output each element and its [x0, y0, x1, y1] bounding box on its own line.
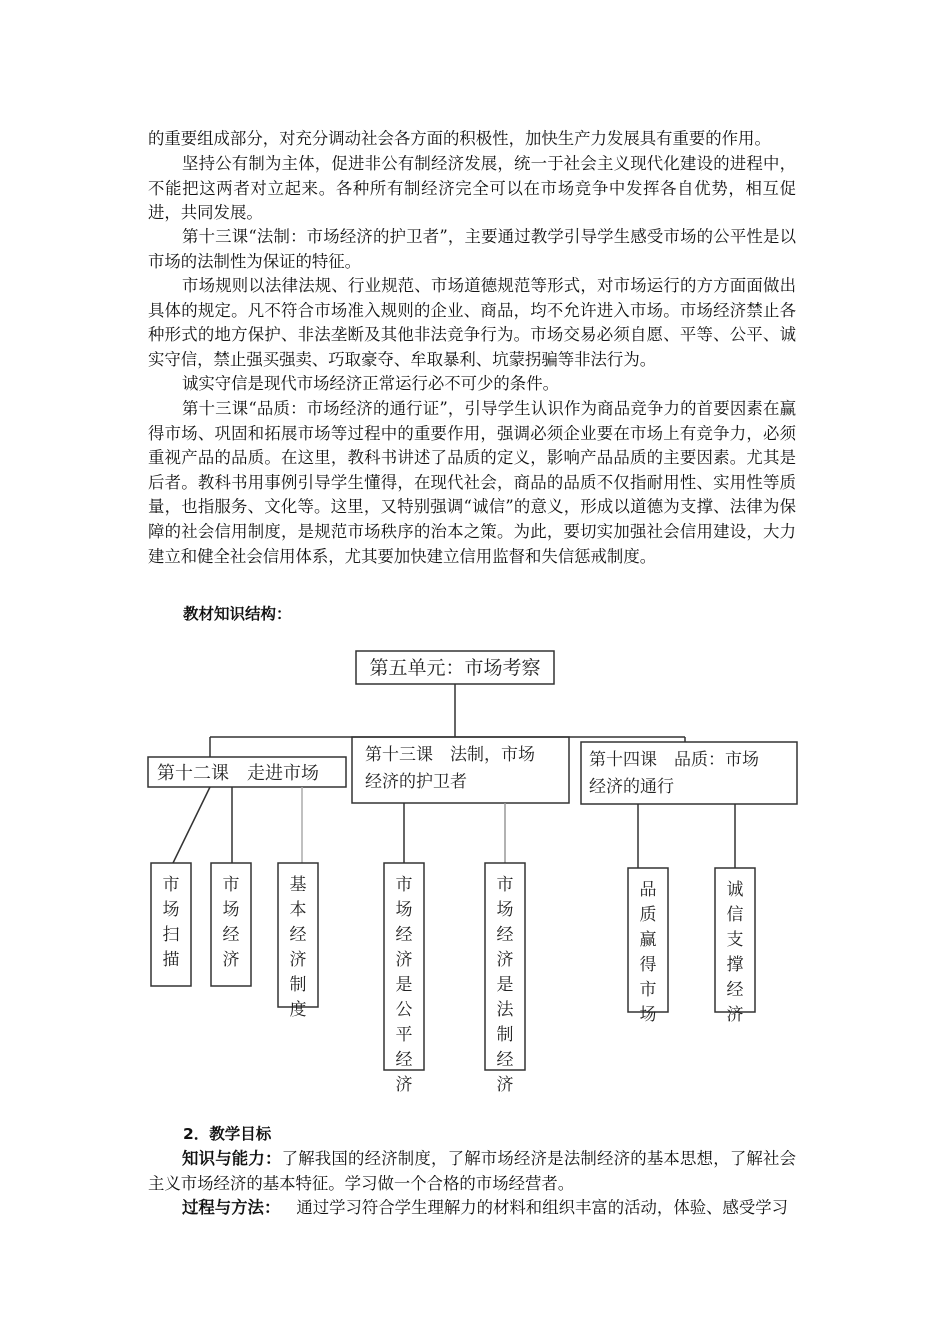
lesson14-label-line1: 第十四课 品质：市场 — [589, 750, 759, 770]
paragraph-3: 第十三课“法制：市场经济的护卫者”，主要通过教学引导学生感受市场的公平性是以市场的法制性为保证的特征。 — [148, 227, 796, 271]
process-paragraph — [148, 1196, 796, 1221]
lesson12-label: 第十二课 走进市场 — [157, 763, 319, 784]
lesson14-label-line2: 经济的通行 — [589, 777, 674, 797]
leaf-label-5: 市场经济是法制经济 — [496, 875, 514, 1095]
structure-heading: 教材知识结构： — [183, 605, 292, 623]
process-text: 通过学习符合学生理解力的材料和组织丰富的活动，体验、感受学习 — [296, 1198, 789, 1217]
root-label: 第五单元：市场考察 — [369, 657, 541, 679]
paragraph-5: 诚实守信是现代市场经济正常运行必不可少的条件。 — [182, 374, 559, 393]
knowledge-text: 了解我国的经济制度，了解市场经济是法制经济的基本思想，了解社会主义市场经济的基本特征。学习做一个合格的市场经营者。 — [148, 1149, 797, 1193]
paragraph-1: 的重要组成部分，对充分调动社会各方面的积极性，加快生产力发展具有重要的作用。 — [148, 129, 771, 148]
leaf-label-6: 品质赢得市场 — [639, 880, 657, 1025]
section2-heading: 2．教学目标 — [183, 1125, 272, 1143]
paragraph-6: 第十三课“品质：市场经济的通行证”，引导学生认识作为商品竞争力的首要因素在赢得市场、巩固和拓展市场等过程中的重要作用，强调必须企业要在市场上有竞争力，必须重视产品的品质。在这里，教科书讲述了品质的定义，影响产品品质的主要因素。尤其是后者。教科书用事例引导学生懂得，在现代社会，商品的品质不仅指耐用性、实用性等质量，也指服务、文化等。这里，又特别强调“诚信”的意义，形成以道德为支撑、法律为保障的社会信用制度，是规范市场秩序的治本之策。为此，要切实加强社会信用建设，大力建立和健全社会信用体系，尤其要加快建立信用监督和失信惩戒制度。 — [148, 399, 796, 566]
paragraph-4: 市场规则以法律法规、行业规范、市场道德规范等形式，对市场运行的方方面面做出具体的规定。凡不符合市场准入规则的企业、商品，均不允许进入市场。市场经济禁止各种形式的地方保护、非法垄断及其他非法竞争行为。市场交易必须自愿、平等、公平、诚实守信，禁止强买强卖、巧取豪夺、牟取暴利、坑蒙拐骗等非法行为。 — [148, 276, 796, 369]
knowledge-paragraph — [148, 1147, 796, 1196]
lesson13-label-line1: 第十三课 法制，市场 — [365, 745, 535, 765]
leaf-label-4: 市场经济是公平经济 — [395, 875, 413, 1095]
knowledge-label: 知识与能力： — [182, 1149, 282, 1168]
process-label: 过程与方法： — [182, 1198, 281, 1217]
leaf-label-1: 市场扫描 — [162, 875, 180, 970]
lesson13-label-line2: 经济的护卫者 — [365, 772, 467, 792]
leaf-label-3: 基本经济制度 — [289, 875, 307, 1020]
leaf-label-2: 市场经济 — [222, 875, 240, 970]
paragraph-2: 坚持公有制为主体，促进非公有制经济发展，统一于社会主义现代化建设的进程中，不能把这两者对立起来。各种所有制经济完全可以在市场竞争中发挥各自优势，相互促进，共同发展。 — [148, 154, 796, 223]
leaf-label-7: 诚信支撑经济 — [726, 880, 744, 1025]
